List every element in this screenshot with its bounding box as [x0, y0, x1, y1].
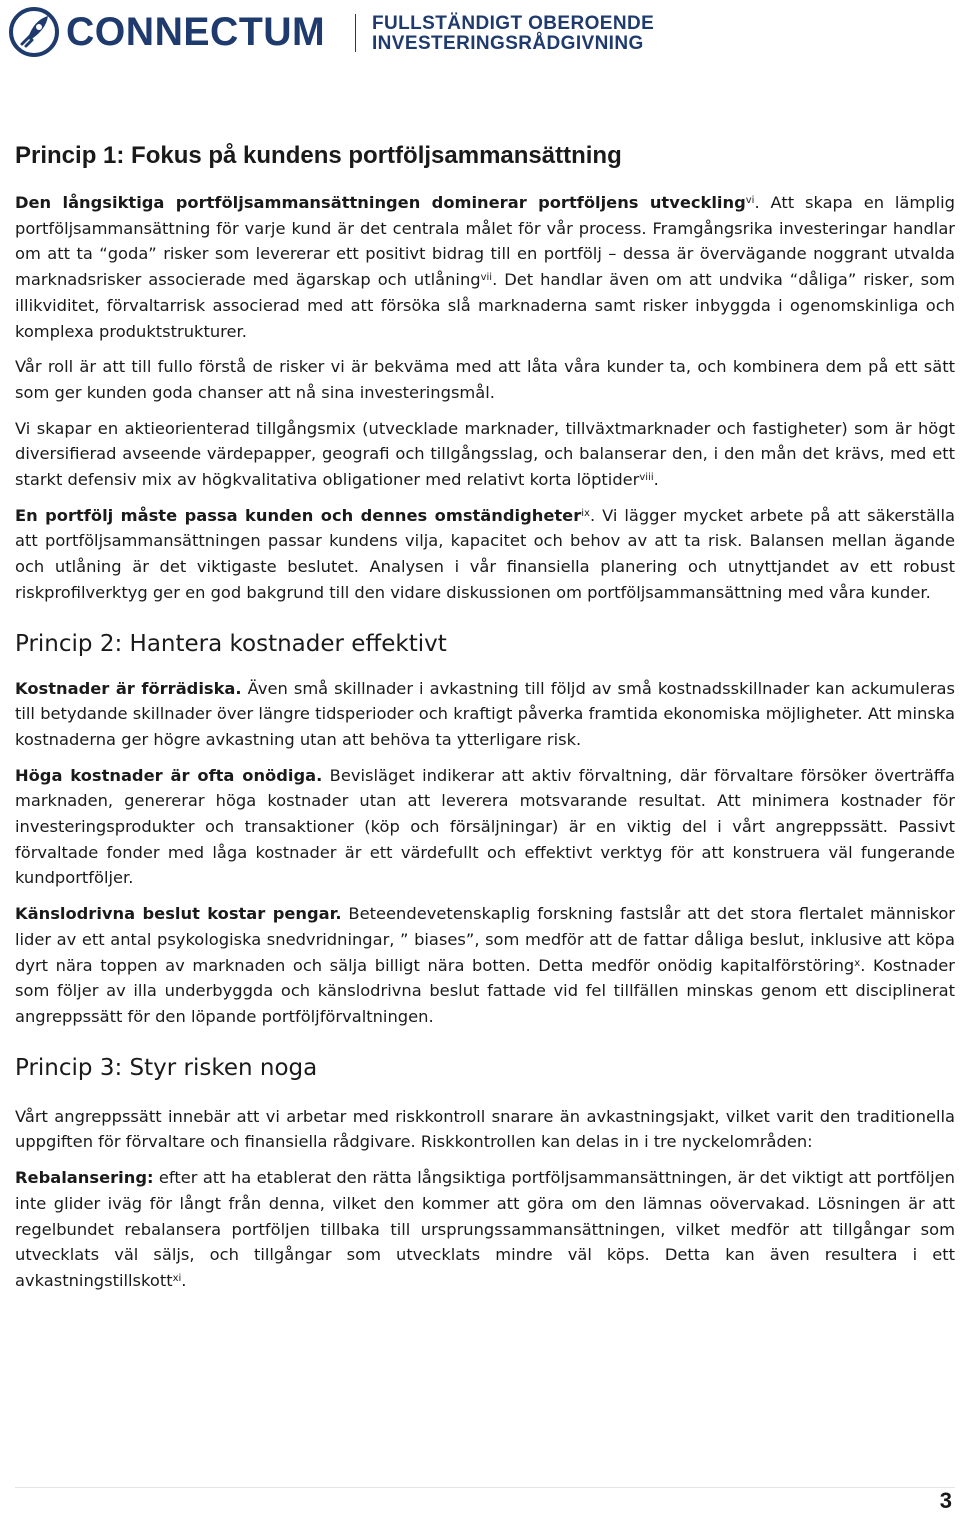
paragraph-text: Bevisläget indikerar att aktiv förvaltning, där förvaltare försöker överträffa marknaden, genererar höga kostnader utan att leverera motsvarande resultat. Att minimera kostnader för investeringsprodukter och transaktioner (köp och försäljningar) är en viktig del i vårt angreppssätt. Passivt förvaltade fonder med låga kostnader är ett värdefullt och effektivt verktyg för att konstruera väl fungerande kundportföljer.	[15, 765, 955, 888]
brand-tagline	[372, 14, 654, 54]
paragraph-lead: En portfölj måste passa kunden och dennes omständigheter	[15, 505, 582, 525]
page-header	[0, 0, 960, 72]
paragraph-text: .	[181, 1270, 187, 1290]
footnote-ref[interactable]: vii	[480, 272, 493, 284]
paragraph-text: Vi skapar en aktieorienterad tillgångsmix (utvecklade marknader, tillväxtmarknader och fastigheter) som är högt diversifierad avseende värdepapper, geografi och tillgångsslag, och balanserar den, i den mån det krävs, med ett starkt defensiv mix av högkvalitativa obligationer med relativt korta löptider	[15, 418, 955, 490]
section-3-heading: Princip 3: Styr risken noga	[15, 1054, 318, 1081]
section-1-paragraph-1	[15, 190, 955, 344]
paragraph-lead: Den långsiktiga portföljsammansättningen dominerar portföljens utveckling	[15, 193, 746, 212]
paragraph-text: . Det handlar även om att undvika “dåliga” risker, som illikviditet, förvaltarrisk associerad med att försöka slå marknaderna samt risker inbyggda i ogenomskinliga och komplexa produktstrukturer.	[15, 270, 955, 341]
tagline-line-1: FULLSTÄNDIGT OBEROENDE	[372, 13, 655, 34]
paragraph-lead: Rebalansering:	[15, 1168, 154, 1188]
footnote-ref[interactable]: ix	[581, 507, 590, 519]
logo-divider	[355, 14, 356, 52]
paragraph-lead: Känslodrivna beslut kostar pengar.	[15, 904, 342, 924]
paragraph-text: . Vi lägger mycket arbete på att säkerställa att portföljsammansättningen passar kundens vilja, kapacitet och behov av att ta risk. Balansen mellan ägande och utlåning är det viktigaste beslutet. Analysen i vår finansiella planering och utnyttjandet av ett robust riskprofilverktyg ger en god bakgrund till den vidare diskussionen om portföljsammansättning med våra kunder.	[15, 505, 955, 602]
paragraph-text: Beteendevetenskaplig forskning fastslår att det stora flertalet människor lider av ett antal psykologiska snedvridningar, ” biases”, som medför att de fattar dåliga beslut, inklusive att köpa dyrt nära toppen av marknaden och sälja billigt nära botten. Detta medför onödig kapitalförstöring	[15, 904, 955, 975]
paragraph-text: efter att ha etablerat den rätta långsiktiga portföljsammansättningen, är det viktigt att portföljen inte glider iväg för långt från denna, vilket den kommer att göra om den lämnas oövervakad. Lösningen är att regelbundet rebalansera portföljen tillbaka till ursprungssammansättningen, vilket medför att tillgångar som utvecklats väl säljs, och tillgångar som utvecklats mindre väl köps. Detta kan även resultera i ett avkastningstillskott	[15, 1168, 955, 1290]
paragraph-lead: Kostnader är förrädiska.	[15, 678, 242, 698]
paragraph-text: Även små skillnader i avkastning till följd av små kostnadsskillnader kan ackumuleras till betydande skillnader över längre tidsperioder och kraftigt påverka framtida ekonomiska möjligheter. Att minska kostnaderna ger högre avkastning utan att behöva ta ytterligare risk.	[15, 678, 955, 749]
footnote-ref[interactable]: xi	[172, 1272, 182, 1284]
section-3-paragraph-1: Vårt angreppssätt innebär att vi arbetar med riskkontroll snarare än avkastningsjakt, vilket varit den traditionella uppgiften för förvaltare och finansiella rådgivare. Riskkontrollen kan delas in i tre nyckelområden:	[15, 1106, 955, 1152]
page-number: 3	[939, 1488, 952, 1513]
rocket-icon	[8, 6, 60, 58]
section-2-paragraph-1	[15, 676, 955, 753]
footnote-ref[interactable]: vi	[745, 195, 755, 206]
section-1-heading: Princip 1: Fokus på kundens portföljsammansättning	[15, 142, 622, 169]
document-body	[15, 140, 955, 1294]
paragraph-text: .	[653, 470, 659, 490]
footnote-ref[interactable]: x	[854, 957, 861, 969]
section-2-paragraph-3	[15, 901, 955, 1030]
brand-name: CONNECTUM	[66, 10, 326, 54]
section-3-paragraph-2	[15, 1165, 955, 1294]
paragraph-lead: Höga kostnader är ofta onödiga.	[15, 765, 323, 785]
footer-divider	[15, 1487, 955, 1488]
section-1-paragraph-4	[15, 503, 955, 606]
section-2-heading: Princip 2: Hantera kostnader effektivt	[15, 630, 447, 657]
tagline-line-2: INVESTERINGSRÅDGIVNING	[372, 33, 644, 54]
paragraph-text: . Kostnader som följer av illa underbyggda och känslodrivna beslut fattade vid fel tillfällen minskas genom ett disciplinerat angreppssätt för den löpande portföljförvaltningen.	[15, 955, 955, 1026]
paragraph-text: . Att skapa en lämplig portföljsammansättning för varje kund är det centrala målet för vår process. Framgångsrika investeringar handlar om att ta “goda” risker som levererar ett positivt bidrag till en portfölj – dessa är övervägande noggrant utvalda marknadsrisker associerade med ägarskap och utlåning	[15, 193, 955, 290]
section-1-paragraph-3	[15, 416, 955, 493]
section-1-paragraph-2: Vår roll är att till fullo förstå de risker vi är bekväma med att låta våra kunder ta, och kombinera dem på ett sätt som ger kunden goda chanser att nå sina investeringsmål.	[15, 357, 955, 402]
footnote-ref[interactable]: viii	[639, 472, 654, 484]
section-2-paragraph-2	[15, 763, 955, 892]
